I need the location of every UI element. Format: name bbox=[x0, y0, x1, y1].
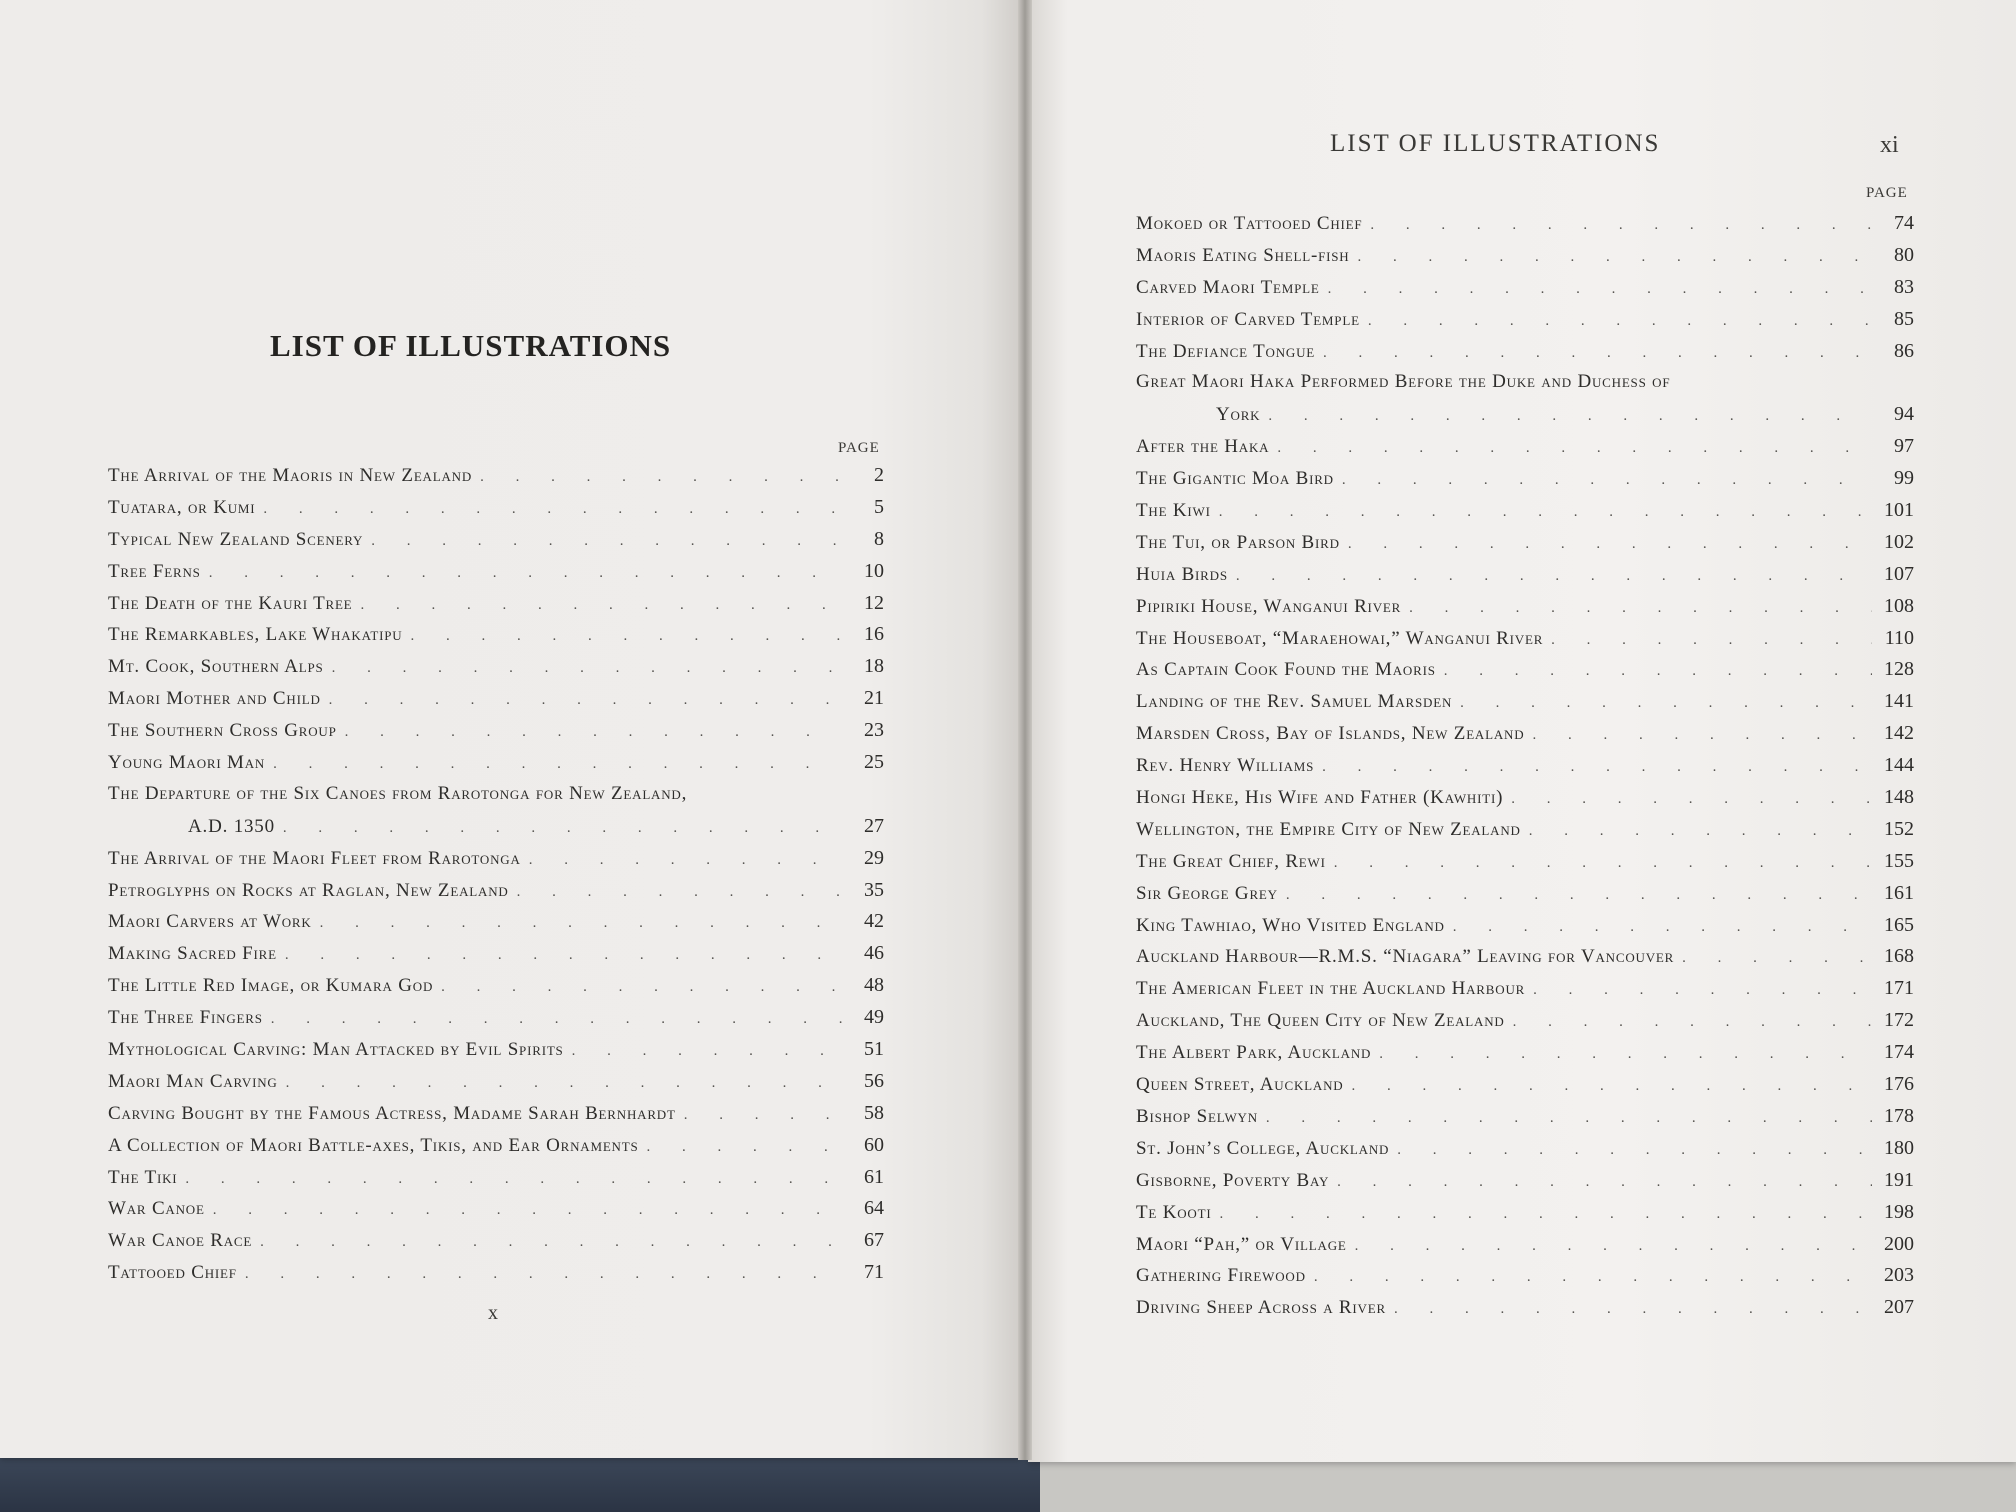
page-number: 10 bbox=[864, 559, 884, 582]
list-item bbox=[108, 1102, 884, 1134]
leader-dots bbox=[345, 724, 842, 741]
page-number: 203 bbox=[1884, 1264, 1914, 1287]
page-number: 165 bbox=[1884, 913, 1914, 936]
list-item bbox=[1136, 627, 1914, 659]
page-number: 207 bbox=[1884, 1296, 1914, 1319]
page-number: 198 bbox=[1884, 1200, 1914, 1223]
illustration-title: Petroglyphs on Rocks at Raglan, New Zealand bbox=[108, 879, 509, 901]
leader-dots bbox=[1357, 249, 1872, 266]
page-number: 27 bbox=[864, 814, 884, 837]
list-item bbox=[108, 942, 884, 974]
list-item bbox=[1136, 850, 1914, 882]
list-item bbox=[1136, 945, 1914, 977]
list-item bbox=[108, 1070, 884, 1102]
illustration-title: Hongi Heke, His Wife and Father (Kawhiti) bbox=[1136, 787, 1504, 809]
list-item bbox=[1136, 1296, 1914, 1328]
page-title: LIST OF ILLUSTRATIONS bbox=[270, 328, 672, 363]
page-number: 110 bbox=[1884, 626, 1914, 649]
leader-dots bbox=[1219, 504, 1872, 521]
leader-dots bbox=[1268, 408, 1872, 425]
list-item-continuation bbox=[1136, 403, 1914, 435]
page-number: 180 bbox=[1884, 1136, 1914, 1159]
illustration-title: Mokoed or Tattooed Chief bbox=[1136, 213, 1363, 234]
page-number: 42 bbox=[864, 910, 884, 933]
leader-dots bbox=[410, 628, 842, 645]
leader-dots bbox=[1342, 472, 1872, 489]
page-number: 86 bbox=[1894, 339, 1914, 362]
leader-dots bbox=[1323, 345, 1872, 362]
list-item bbox=[108, 1229, 884, 1261]
page-number: 97 bbox=[1894, 435, 1914, 458]
page-number: 51 bbox=[864, 1038, 884, 1061]
illustration-title: Carved Maori Temple bbox=[1136, 276, 1320, 298]
illustration-title: The Southern Cross Group bbox=[108, 720, 337, 742]
illustration-title: The Great Chief, Rewi bbox=[1136, 850, 1326, 872]
leader-dots bbox=[441, 979, 842, 996]
page-number: 12 bbox=[864, 591, 884, 614]
page-number: 102 bbox=[1884, 530, 1914, 553]
page-number: 148 bbox=[1884, 786, 1914, 809]
list-item bbox=[1136, 1105, 1914, 1137]
leader-dots bbox=[1513, 1014, 1872, 1031]
list-item bbox=[108, 1134, 884, 1166]
leader-dots bbox=[1444, 663, 1872, 680]
page-number: 35 bbox=[864, 878, 884, 901]
right-page bbox=[1028, 0, 2016, 1462]
illustration-title: Wellington, the Empire City of New Zealand bbox=[1136, 818, 1521, 840]
page-number: 56 bbox=[864, 1069, 884, 1092]
illustration-title: The Remarkables, Lake Whakatipu bbox=[108, 624, 403, 646]
illustration-title: Great Maori Haka Performed Before the Duke and Duchess of bbox=[1136, 371, 1671, 393]
leader-dots bbox=[1355, 1238, 1872, 1255]
page-number: 142 bbox=[1884, 722, 1914, 745]
list-item bbox=[108, 974, 884, 1006]
illustration-title: The Tiki bbox=[108, 1166, 178, 1188]
leader-dots bbox=[1314, 1269, 1872, 1286]
leader-dots bbox=[1532, 727, 1872, 744]
illustration-title: The Departure of the Six Canoes from Rarotonga for New Zealand, bbox=[108, 782, 688, 804]
illustration-title: St. John’s College, Auckland bbox=[1136, 1137, 1390, 1159]
page-number: 5 bbox=[874, 495, 884, 518]
page-number: 16 bbox=[864, 623, 884, 646]
illustration-title: Typical New Zealand Scenery bbox=[108, 528, 364, 550]
illustration-title: Maori Mother and Child bbox=[108, 688, 321, 710]
list-item bbox=[1136, 1073, 1914, 1105]
leader-dots bbox=[1511, 791, 1872, 808]
list-item bbox=[1136, 499, 1914, 531]
list-item bbox=[1136, 595, 1914, 627]
page-number: 172 bbox=[1884, 1009, 1914, 1032]
list-item bbox=[1136, 1201, 1914, 1233]
page-number: 48 bbox=[864, 974, 884, 997]
book-gutter bbox=[1018, 0, 1032, 1460]
leader-dots bbox=[1277, 440, 1872, 457]
leader-dots bbox=[185, 1171, 842, 1188]
leader-dots bbox=[647, 1139, 842, 1156]
page-number: 161 bbox=[1884, 881, 1914, 904]
list-item bbox=[1136, 1264, 1914, 1296]
page-number: 200 bbox=[1884, 1232, 1914, 1255]
illustration-title: Carving Bought by the Famous Actress, Madame Sarah Bernhardt bbox=[108, 1102, 676, 1124]
page-number: 21 bbox=[864, 687, 884, 710]
list-item bbox=[108, 783, 884, 815]
page-number: 58 bbox=[864, 1101, 884, 1124]
list-item bbox=[1136, 563, 1914, 595]
illustration-title: Marsden Cross, Bay of Islands, New Zealand bbox=[1136, 723, 1525, 745]
illustration-title: The Houseboat, “Maraehowai,” Wanganui River bbox=[1136, 627, 1544, 649]
page-number: 64 bbox=[864, 1197, 884, 1220]
illustration-title: The American Fleet in the Auckland Harbour bbox=[1136, 978, 1526, 1000]
illustration-title: The Arrival of the Maoris in New Zealand bbox=[108, 465, 473, 486]
page-number: 80 bbox=[1894, 243, 1914, 266]
page-number: 71 bbox=[864, 1261, 884, 1284]
leader-dots bbox=[1394, 1301, 1872, 1318]
list-item bbox=[108, 719, 884, 751]
page-number: 178 bbox=[1884, 1104, 1914, 1127]
leader-dots bbox=[1379, 1046, 1872, 1063]
leader-dots bbox=[213, 1202, 842, 1219]
list-item-continuation bbox=[108, 815, 884, 847]
leader-dots bbox=[263, 501, 842, 518]
illustrations-list-right bbox=[1136, 212, 1914, 1328]
list-item bbox=[1136, 914, 1914, 946]
page-number: 85 bbox=[1894, 307, 1914, 330]
page-number: 67 bbox=[864, 1229, 884, 1252]
illustration-title: Driving Sheep Across a River bbox=[1136, 1297, 1386, 1319]
leader-dots bbox=[529, 852, 842, 869]
leader-dots bbox=[371, 533, 842, 550]
page-number: 2 bbox=[874, 464, 884, 486]
list-item bbox=[108, 1166, 884, 1198]
illustration-title: Auckland Harbour—R.M.S. “Niagara” Leaving for Vancouver bbox=[1136, 946, 1675, 968]
list-item bbox=[1136, 1233, 1914, 1265]
page-number: 8 bbox=[874, 527, 884, 550]
illustration-title: Rev. Henry Williams bbox=[1136, 755, 1315, 777]
list-item bbox=[108, 496, 884, 528]
illustration-title: The Tui, or Parson Bird bbox=[1136, 531, 1340, 553]
page-number: 94 bbox=[1894, 403, 1914, 426]
leader-dots bbox=[1368, 313, 1872, 330]
illustration-title-continuation: A.D. 1350 bbox=[188, 815, 275, 837]
page-number: 174 bbox=[1884, 1041, 1914, 1064]
page-number: 18 bbox=[864, 655, 884, 678]
illustration-title: The Little Red Image, or Kumara God bbox=[108, 975, 434, 997]
leader-dots bbox=[1337, 1174, 1872, 1191]
list-item bbox=[108, 1197, 884, 1229]
illustration-title: The Kiwi bbox=[1136, 500, 1211, 522]
illustration-title: War Canoe bbox=[108, 1198, 205, 1220]
illustration-title: Te Kooti bbox=[1136, 1201, 1212, 1223]
page-column-label: PAGE bbox=[838, 440, 880, 456]
list-item bbox=[1136, 722, 1914, 754]
illustration-title: The Gigantic Moa Bird bbox=[1136, 468, 1334, 490]
leader-dots bbox=[1348, 536, 1872, 553]
leader-dots bbox=[283, 820, 842, 837]
leader-dots bbox=[1286, 887, 1872, 904]
list-item bbox=[108, 655, 884, 687]
leader-dots bbox=[1219, 1206, 1872, 1223]
illustration-title: The Defiance Tongue bbox=[1136, 340, 1316, 362]
illustration-title: The Arrival of the Maori Fleet from Rarotonga bbox=[108, 847, 521, 869]
page-number: 128 bbox=[1884, 658, 1914, 681]
page-number: 108 bbox=[1884, 594, 1914, 617]
list-item bbox=[1136, 531, 1914, 563]
page-number: 141 bbox=[1884, 690, 1914, 713]
list-item bbox=[108, 528, 884, 560]
list-item bbox=[108, 560, 884, 592]
illustration-title: The Albert Park, Auckland bbox=[1136, 1042, 1372, 1064]
illustration-title: The Death of the Kauri Tree bbox=[108, 592, 353, 614]
leader-dots bbox=[1529, 823, 1872, 840]
leader-dots bbox=[1409, 600, 1872, 617]
leader-dots bbox=[360, 597, 842, 614]
list-item bbox=[108, 910, 884, 942]
leader-dots bbox=[285, 947, 842, 964]
illustration-title: Bishop Selwyn bbox=[1136, 1105, 1258, 1127]
leader-dots bbox=[1236, 568, 1872, 585]
illustration-title: Mt. Cook, Southern Alps bbox=[108, 656, 324, 678]
page-column-label: PAGE bbox=[1866, 185, 1908, 201]
illustration-title: War Canoe Race bbox=[108, 1230, 253, 1252]
leader-dots bbox=[1322, 759, 1872, 776]
leader-dots bbox=[517, 884, 842, 901]
left-page bbox=[0, 0, 1022, 1458]
leader-dots bbox=[1682, 950, 1872, 967]
list-item bbox=[1136, 818, 1914, 850]
leader-dots bbox=[1328, 281, 1872, 298]
leader-dots bbox=[1533, 982, 1872, 999]
running-header: LIST OF ILLUSTRATIONS bbox=[1330, 130, 1661, 157]
illustration-title: Making Sacred Fire bbox=[108, 943, 277, 965]
page-number: 60 bbox=[864, 1133, 884, 1156]
illustration-title: Queen Street, Auckland bbox=[1136, 1074, 1344, 1096]
illustration-title: Pipiriki House, Wanganui River bbox=[1136, 595, 1402, 617]
list-item bbox=[108, 464, 884, 496]
page-number: 83 bbox=[1894, 275, 1914, 298]
illustration-title: Sir George Grey bbox=[1136, 882, 1278, 904]
page-number: 152 bbox=[1884, 817, 1914, 840]
list-item bbox=[1136, 977, 1914, 1009]
list-item bbox=[1136, 308, 1914, 340]
list-item bbox=[1136, 276, 1914, 308]
list-item bbox=[1136, 1041, 1914, 1073]
page-number: 29 bbox=[864, 846, 884, 869]
list-item bbox=[1136, 244, 1914, 276]
leader-dots bbox=[260, 1234, 842, 1251]
page-number: 99 bbox=[1894, 467, 1914, 490]
leader-dots bbox=[1453, 919, 1872, 936]
illustrations-list-left bbox=[108, 464, 884, 1293]
illustration-title-continuation: York bbox=[1216, 404, 1261, 426]
page-number: 168 bbox=[1884, 945, 1914, 968]
list-item bbox=[1136, 340, 1914, 372]
leader-dots bbox=[480, 469, 842, 486]
list-item bbox=[1136, 435, 1914, 467]
page-number: 171 bbox=[1884, 977, 1914, 1000]
list-item bbox=[1136, 658, 1914, 690]
list-item bbox=[108, 592, 884, 624]
list-item bbox=[1136, 1009, 1914, 1041]
list-item bbox=[108, 1006, 884, 1038]
list-item bbox=[1136, 371, 1914, 403]
illustration-title: Young Maori Man bbox=[108, 752, 266, 774]
leader-dots bbox=[320, 915, 842, 932]
leader-dots bbox=[273, 756, 842, 773]
list-item bbox=[108, 1038, 884, 1070]
page-folio: x bbox=[488, 1302, 498, 1324]
illustration-title: A Collection of Maori Battle-axes, Tikis, and Ear Ornaments bbox=[108, 1134, 639, 1156]
illustration-title: Maori Carvers at Work bbox=[108, 911, 312, 933]
illustration-title: Interior of Carved Temple bbox=[1136, 308, 1360, 330]
illustration-title: After the Haka bbox=[1136, 436, 1270, 458]
page-number: 144 bbox=[1884, 754, 1914, 777]
list-item bbox=[1136, 882, 1914, 914]
page-folio: xi bbox=[1880, 132, 1899, 158]
illustration-title: Tattooed Chief bbox=[108, 1262, 237, 1284]
illustration-title: Auckland, The Queen City of New Zealand bbox=[1136, 1010, 1505, 1032]
leader-dots bbox=[1370, 217, 1872, 234]
list-item bbox=[108, 687, 884, 719]
list-item bbox=[1136, 467, 1914, 499]
page-number: 176 bbox=[1884, 1073, 1914, 1096]
page-number: 23 bbox=[864, 719, 884, 742]
leader-dots bbox=[572, 1043, 842, 1060]
leader-dots bbox=[1397, 1142, 1872, 1159]
page-number: 49 bbox=[864, 1006, 884, 1029]
illustration-title: Maori Man Carving bbox=[108, 1070, 278, 1092]
page-number: 25 bbox=[864, 751, 884, 774]
page-number: 46 bbox=[864, 942, 884, 965]
list-item bbox=[108, 751, 884, 783]
list-item bbox=[1136, 754, 1914, 786]
illustration-title: King Tawhiao, Who Visited England bbox=[1136, 914, 1445, 936]
leader-dots bbox=[245, 1266, 842, 1283]
illustration-title: Gathering Firewood bbox=[1136, 1265, 1306, 1287]
leader-dots bbox=[332, 660, 842, 677]
illustration-title: Maori “Pah,” or Village bbox=[1136, 1233, 1347, 1255]
page-number: 107 bbox=[1884, 562, 1914, 585]
leader-dots bbox=[271, 1011, 842, 1028]
list-item bbox=[1136, 212, 1914, 244]
page-number: 61 bbox=[864, 1165, 884, 1188]
illustration-title: Huia Birds bbox=[1136, 563, 1228, 585]
list-item bbox=[1136, 1137, 1914, 1169]
illustration-title: Mythological Carving: Man Attacked by Evil Spirits bbox=[108, 1039, 564, 1061]
leader-dots bbox=[286, 1075, 842, 1092]
list-item bbox=[1136, 690, 1914, 722]
illustration-title: Tuatara, or Kumi bbox=[108, 496, 256, 518]
page-number: 74 bbox=[1894, 212, 1914, 234]
page-number: 191 bbox=[1884, 1168, 1914, 1191]
list-item bbox=[1136, 786, 1914, 818]
leader-dots bbox=[209, 565, 842, 582]
illustration-title: Landing of the Rev. Samuel Marsden bbox=[1136, 691, 1453, 713]
page-number: 155 bbox=[1884, 849, 1914, 872]
illustration-title: Tree Ferns bbox=[108, 560, 201, 582]
leader-dots bbox=[1266, 1110, 1872, 1127]
page-number: 101 bbox=[1884, 499, 1914, 522]
leader-dots bbox=[1551, 632, 1872, 649]
illustration-title: Gisborne, Poverty Bay bbox=[1136, 1169, 1330, 1191]
leader-dots bbox=[1460, 695, 1872, 712]
leader-dots bbox=[329, 692, 842, 709]
illustration-title: As Captain Cook Found the Maoris bbox=[1136, 659, 1436, 681]
list-item bbox=[1136, 1169, 1914, 1201]
leader-dots bbox=[684, 1107, 842, 1124]
list-item bbox=[108, 623, 884, 655]
list-item bbox=[108, 1261, 884, 1293]
list-item bbox=[108, 847, 884, 879]
illustration-title: The Three Fingers bbox=[108, 1007, 263, 1029]
leader-dots bbox=[1334, 855, 1872, 872]
leader-dots bbox=[1351, 1078, 1872, 1095]
list-item bbox=[108, 879, 884, 911]
illustration-title: Maoris Eating Shell-fish bbox=[1136, 244, 1350, 266]
